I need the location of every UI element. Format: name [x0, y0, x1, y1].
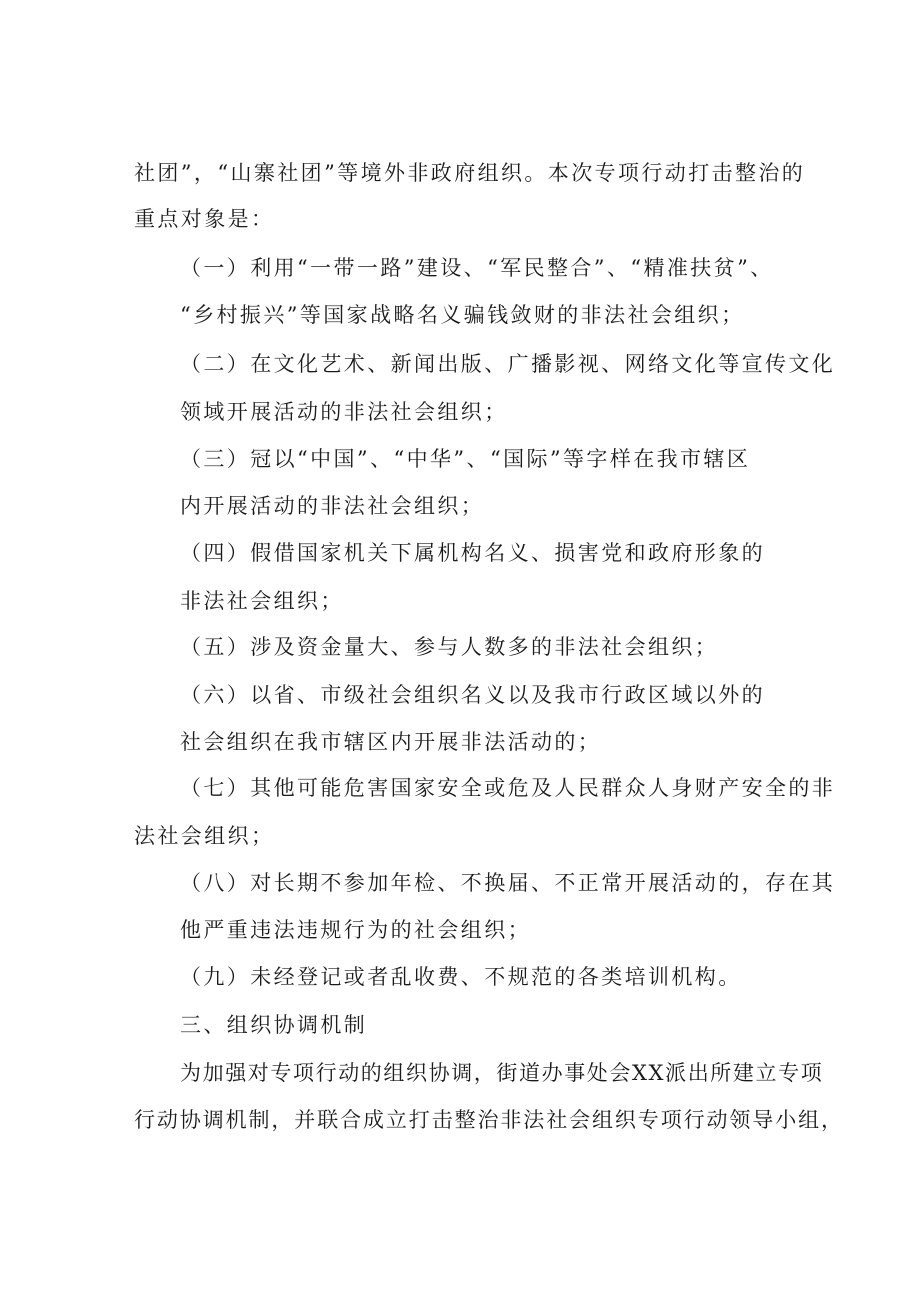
list-item: （六）以省、市级社会组织名义以及我市行政区域以外的 [180, 683, 765, 707]
text-line: 为加强对专项行动的组织协调，街道办事处会XX派出所建立专项 [180, 1061, 824, 1085]
list-item: （五）涉及资金量大、参与人数多的非法社会组织； [180, 635, 719, 659]
text-line: 社会组织在我市辖区内开展非法活动的； [180, 730, 602, 754]
list-item: （三）冠以“中国”、“中华”、“国际”等字样在我市辖区 [180, 447, 751, 471]
list-item: （一）利用“一带一路”建设、“军民整合”、“精准扶贫”、 [180, 256, 774, 280]
list-item: （四）假借国家机关下属机构名义、损害党和政府形象的 [180, 541, 765, 565]
text-line: 非法社会组织； [180, 589, 344, 613]
text-line: 他严重违法违规行为的社会组织； [180, 918, 531, 942]
text-line: 内开展活动的非法社会组织； [180, 494, 485, 518]
list-item: （九）未经登记或者乱收费、不规范的各类培训机构。 [180, 965, 742, 989]
text-line: 行动协调机制，并联合成立打击整治非法社会组织专项行动领导小组， [134, 1108, 844, 1132]
text-line: 重点对象是： [134, 207, 275, 231]
text-line: “乡村振兴”等国家战略名义骗钱敛财的非法社会组织； [180, 303, 745, 327]
section-heading: 三、组织协调机制 [180, 1013, 368, 1037]
text-line: 社团”，“山寨社团”等境外非政府组织。本次专项行动打击整治的 [134, 161, 806, 185]
list-item: （七）其他可能危害国家安全或危及人民群众人身财产安全的非 [180, 776, 836, 800]
list-item: （二）在文化艺术、新闻出版、广播影视、网络文化等宣传文化 [180, 352, 836, 376]
text-line: 法社会组织； [134, 824, 275, 848]
list-item: （八）对长期不参加年检、不换届、不正常开展活动的，存在其 [180, 871, 836, 895]
text-line: 领域开展活动的非法社会组织； [180, 400, 508, 424]
